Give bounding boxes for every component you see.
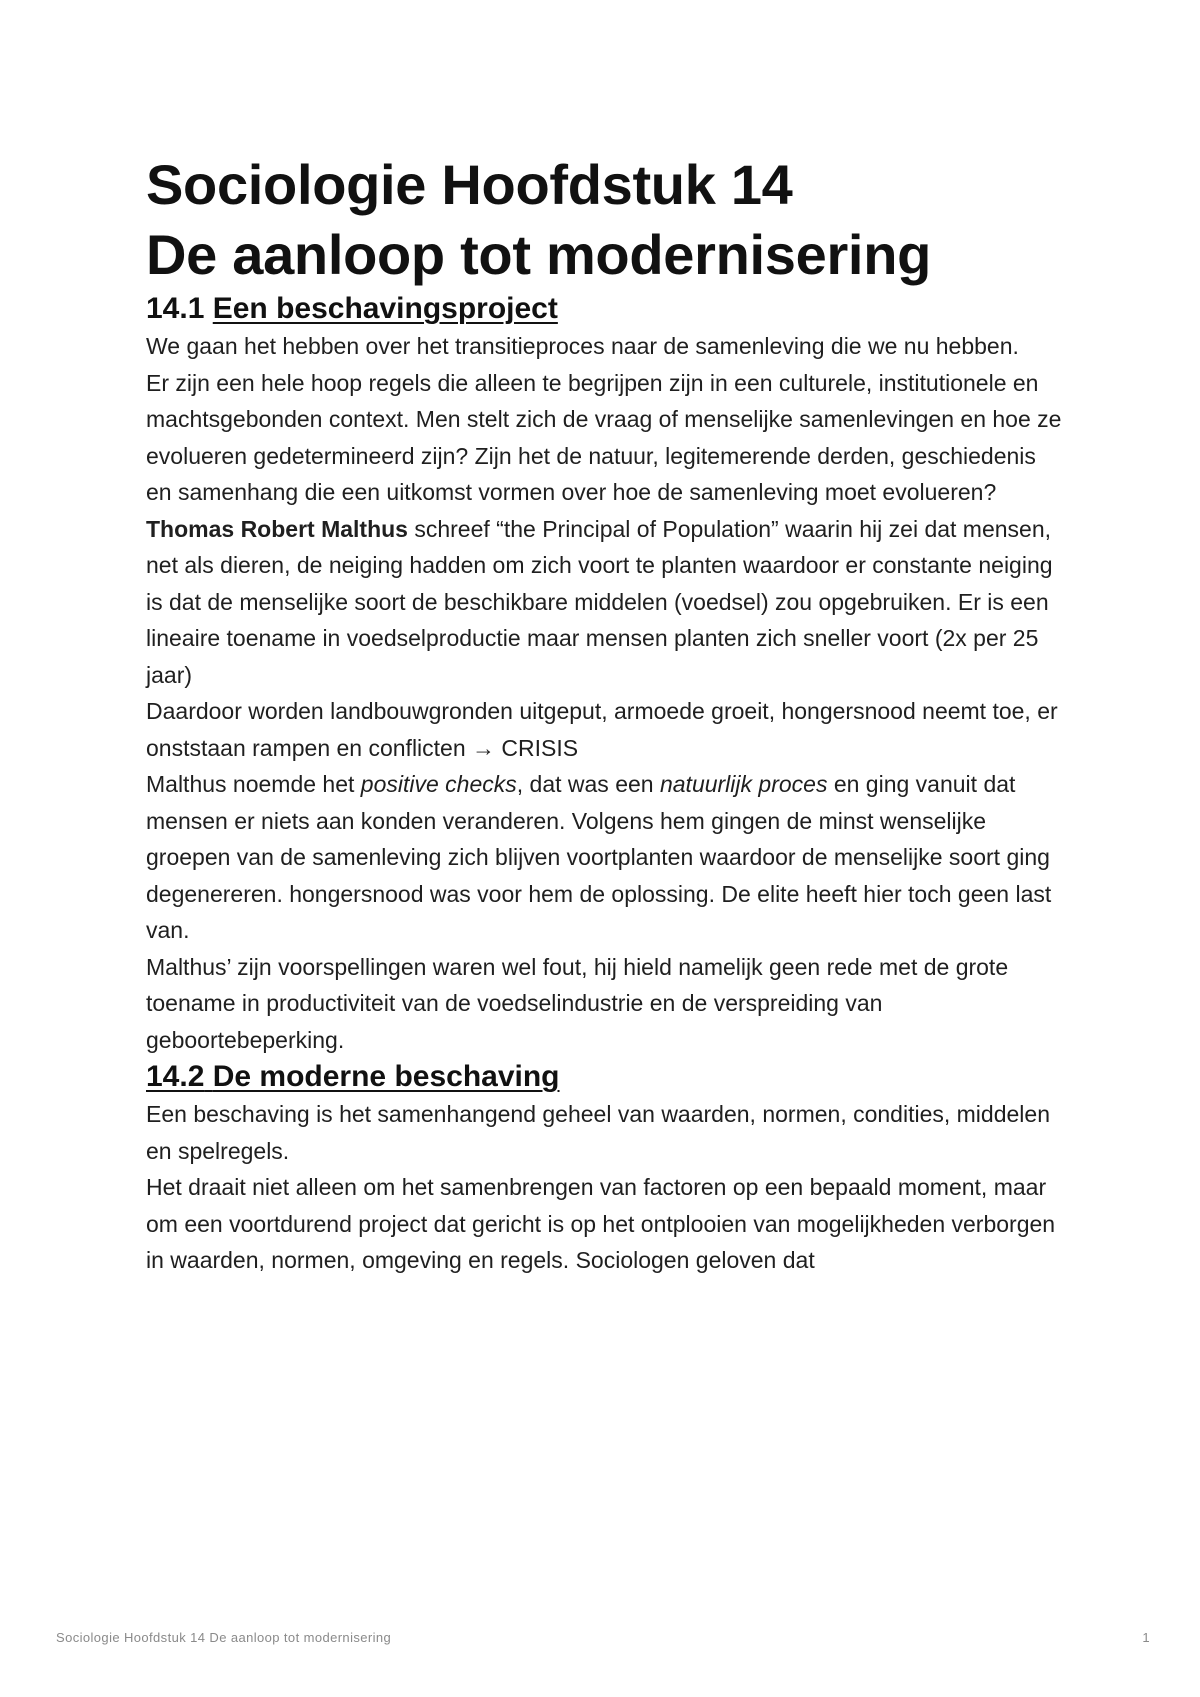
italic-term: positive checks: [360, 771, 517, 797]
paragraph-text: Malthus noemde het: [146, 771, 361, 797]
title-line-2: De aanloop tot modernisering: [146, 223, 932, 286]
paragraph: Daardoor worden landbouwgronden uitgeput, armoede groeit, hongersnood neemt toe, er onststaan rampen en conflicten → CRISIS: [146, 698, 1058, 761]
section-number: 14.2: [146, 1060, 205, 1093]
section-heading-14-1: [146, 290, 1066, 328]
section-name: [146, 1060, 560, 1093]
page-footer: [56, 1630, 1150, 1645]
paragraph-text: , dat was een: [516, 771, 660, 797]
paragraph-malthus: [146, 511, 1066, 694]
section-title-text: De moderne beschaving: [212, 1060, 560, 1093]
section-heading-14-2: [146, 1058, 1066, 1096]
section-name: Een beschavingsproject: [212, 292, 558, 325]
paragraph: Malthus’ zijn voorspellingen waren wel fout, hij hield namelijk geen rede met de grote toename in productiviteit van de voedselindustrie en de verspreiding van geboortebeperking.: [146, 953, 1009, 1053]
section-number: 14.1: [146, 292, 205, 325]
page-title: [146, 150, 1066, 290]
paragraph-text: schreef “the Principal of Population” waarin hij zei dat mensen, net als dieren, de neiging hadden om zich voort te planten waardoor er constante neiging is dat de menselijke soort de beschikbare middelen (voedsel) zou opgebruiken. Er is een lineaire toename in voedselproductie maar mensen planten zich sneller voort (2x per 25 jaar): [146, 515, 1053, 688]
document-body: [146, 150, 1066, 1279]
paragraph-positive-checks: [146, 766, 1066, 949]
paragraph: Een beschaving is het samenhangend geheel van waarden, normen, condities, middelen en spelregels.: [146, 1101, 1050, 1164]
footer-title: Sociologie Hoofdstuk 14 De aanloop tot modernisering: [56, 1630, 392, 1645]
paragraph: Het draait niet alleen om het samenbrengen van factoren op een bepaald moment, maar om een voortdurend project dat gericht is op het ontplooien van mogelijkheden verborgen in waarden, normen, omgeving en regels. Sociologen geloven dat: [146, 1174, 1056, 1273]
paragraph: Er zijn een hele hoop regels die alleen te begrijpen zijn in een culturele, institutionele en machtsgebonden context. Men stelt zich de vraag of menselijke samenlevingen en hoe ze evolueren gedetermineerd zijn? Zijn het de natuur, legitemerende derden, geschiedenis en samenhang die een uitkomst vormen over hoe de samenleving moet evolueren?: [146, 369, 1062, 505]
paragraph-text: en ging vanuit dat mensen er niets aan konden veranderen. Volgens hem gingen de minst wenselijke groepen van de samenleving zich blijven voortplanten waardoor de menselijke soort ging degenereren. hongersnood was voor hem de oplossing. De elite heeft hier toch geen last van.: [146, 771, 1052, 943]
title-line-1: Sociologie Hoofdstuk 14: [146, 153, 793, 216]
page-number: 1: [1142, 1630, 1150, 1645]
paragraph: We gaan het hebben over het transitieproces naar de samenleving die we nu hebben.: [146, 333, 1019, 359]
bold-name: Thomas Robert Malthus: [146, 515, 408, 542]
italic-term: natuurlijk proces: [659, 771, 828, 797]
